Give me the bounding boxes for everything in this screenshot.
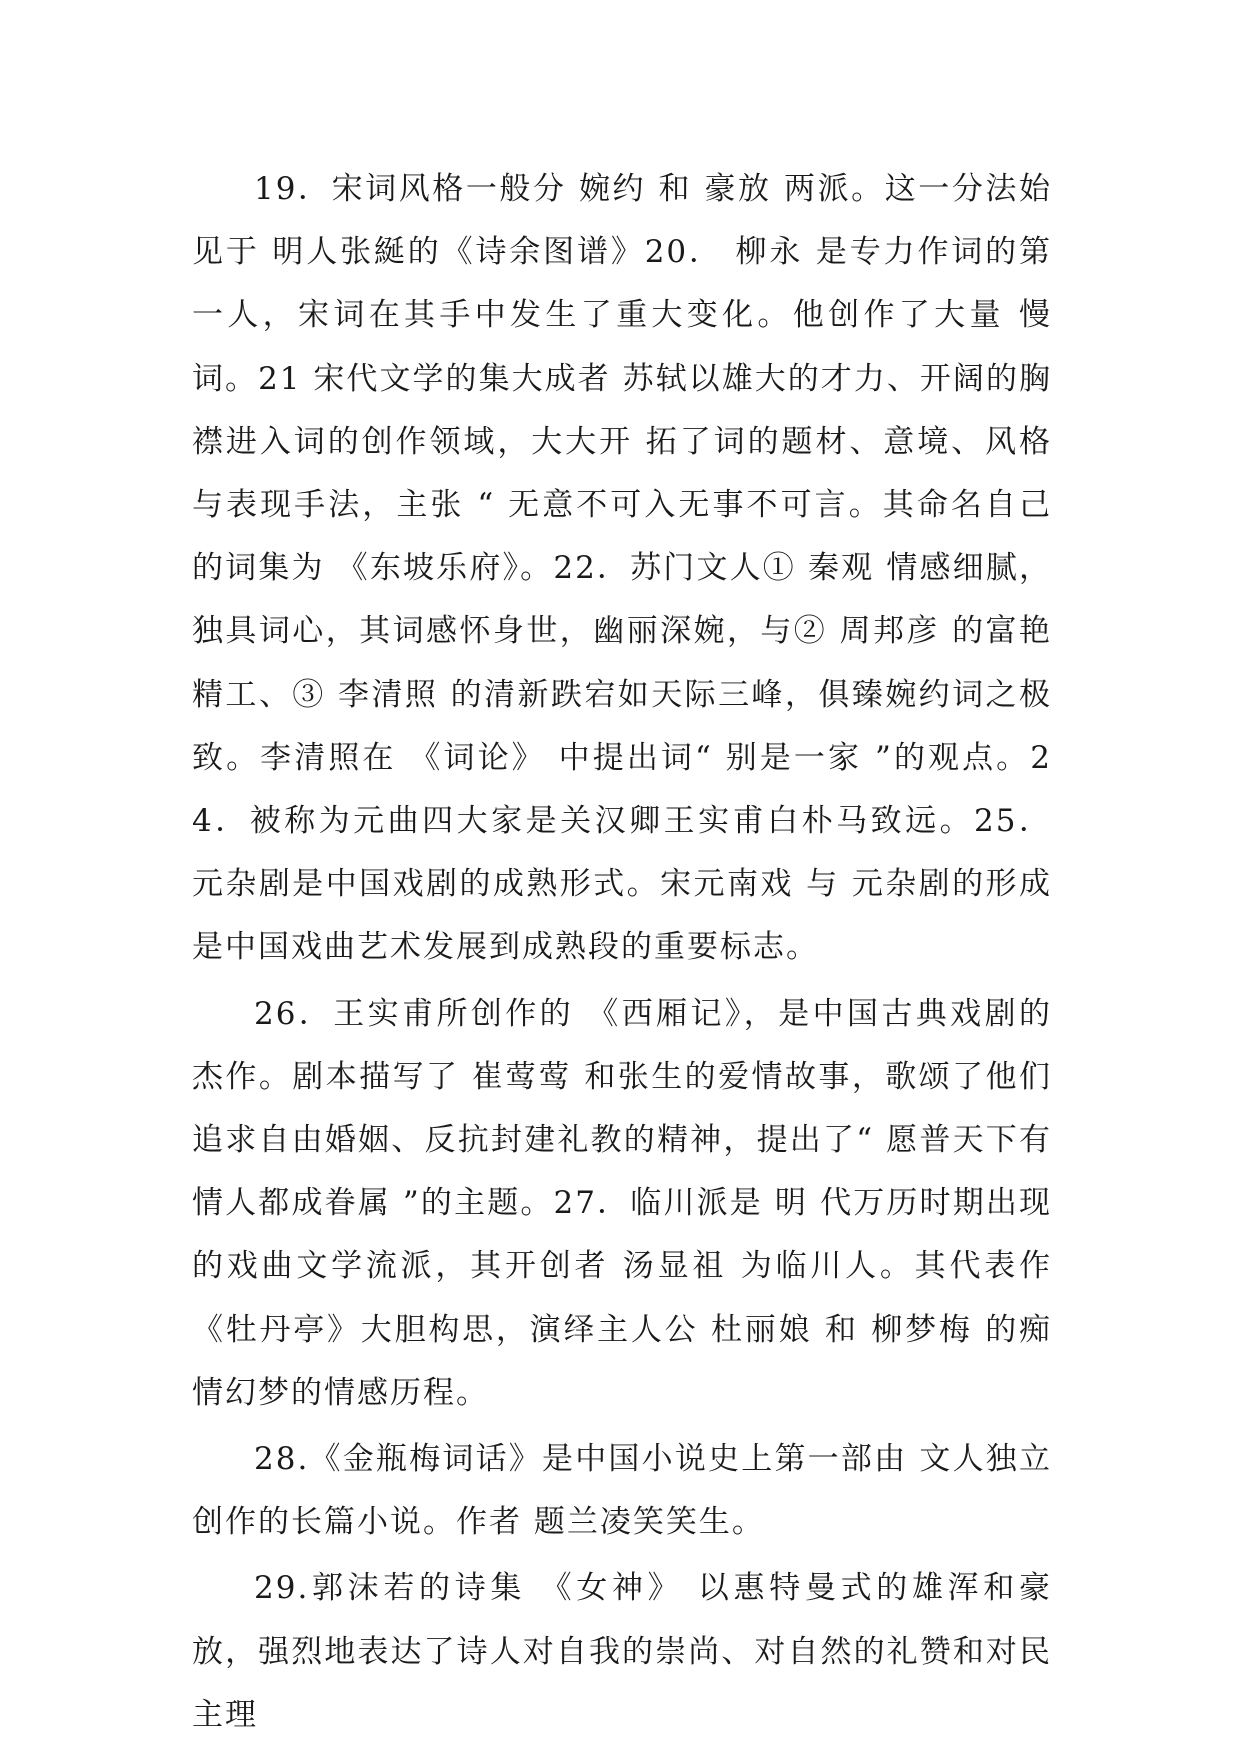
document-body bbox=[192, 158, 1052, 1750]
paragraph-nvshen: 29.郭沫若的诗集 《女神》 以惠特曼式的雄浑和豪放，强烈地表达了诗人对自我的崇尚、对自然的礼赞和对民主理 bbox=[192, 1570, 1052, 1733]
paragraph-xixiangji: 26．王实甫所创作的 《西厢记》，是中国古典戏剧的杰作。剧本描写了 崔莺莺 和张生的爱情故事，歌颂了他们追求自由婚姻、反抗封建礼教的精神，提出了“ 愿普天下有情人都成眷属 ”的主题。27．临川派是 明 代万历时期出现的戏曲文学流派，其开创者 汤显祖 为临川人。其代表作《牡丹亭》大胆构思，演绎主人公 杜丽娘 和 柳梦梅 的痴情幻梦的情感历程。 bbox=[192, 995, 1052, 1411]
paragraph-song-ci: 19．宋词风格一般分 婉约 和 豪放 两派。这一分法始见于 明人张綖的《诗余图谱》20． 柳永 是专力作词的第一人，宋词在其手中发生了重大变化。他创作了大量 慢词。21 宋代文学的集大成者 苏轼以雄大的才力、开阔的胸襟进入词的创作领域，大大开 拓了词的题材、意境、风格与表现手法，主张 “ 无意不可入无事不可言。其命名自己的词集为 《东坡乐府》。22．苏门文人① 秦观 情感细腻，独具词心，其词感怀身世，幽丽深婉，与② 周邦彦 的富艳精工、③ 李清照 的清新跌宕如天际三峰，俱臻婉约词之极致。李清照在 《词论》 中提出词“ 别是一家 ”的观点。24．被称为元曲四大家是关汉卿王实甫白朴马致远。25． 元杂剧是中国戏剧的成熟形式。宋元南戏 与 元杂剧的形成是中国戏曲艺术发展到成熟段的重要标志。 bbox=[192, 171, 1052, 966]
paragraph-jinpingmei: 28.《金瓶梅词话》是中国小说史上第一部由 文人独立创作的长篇小说。作者 题兰凌笑笑生。 bbox=[192, 1441, 1052, 1541]
